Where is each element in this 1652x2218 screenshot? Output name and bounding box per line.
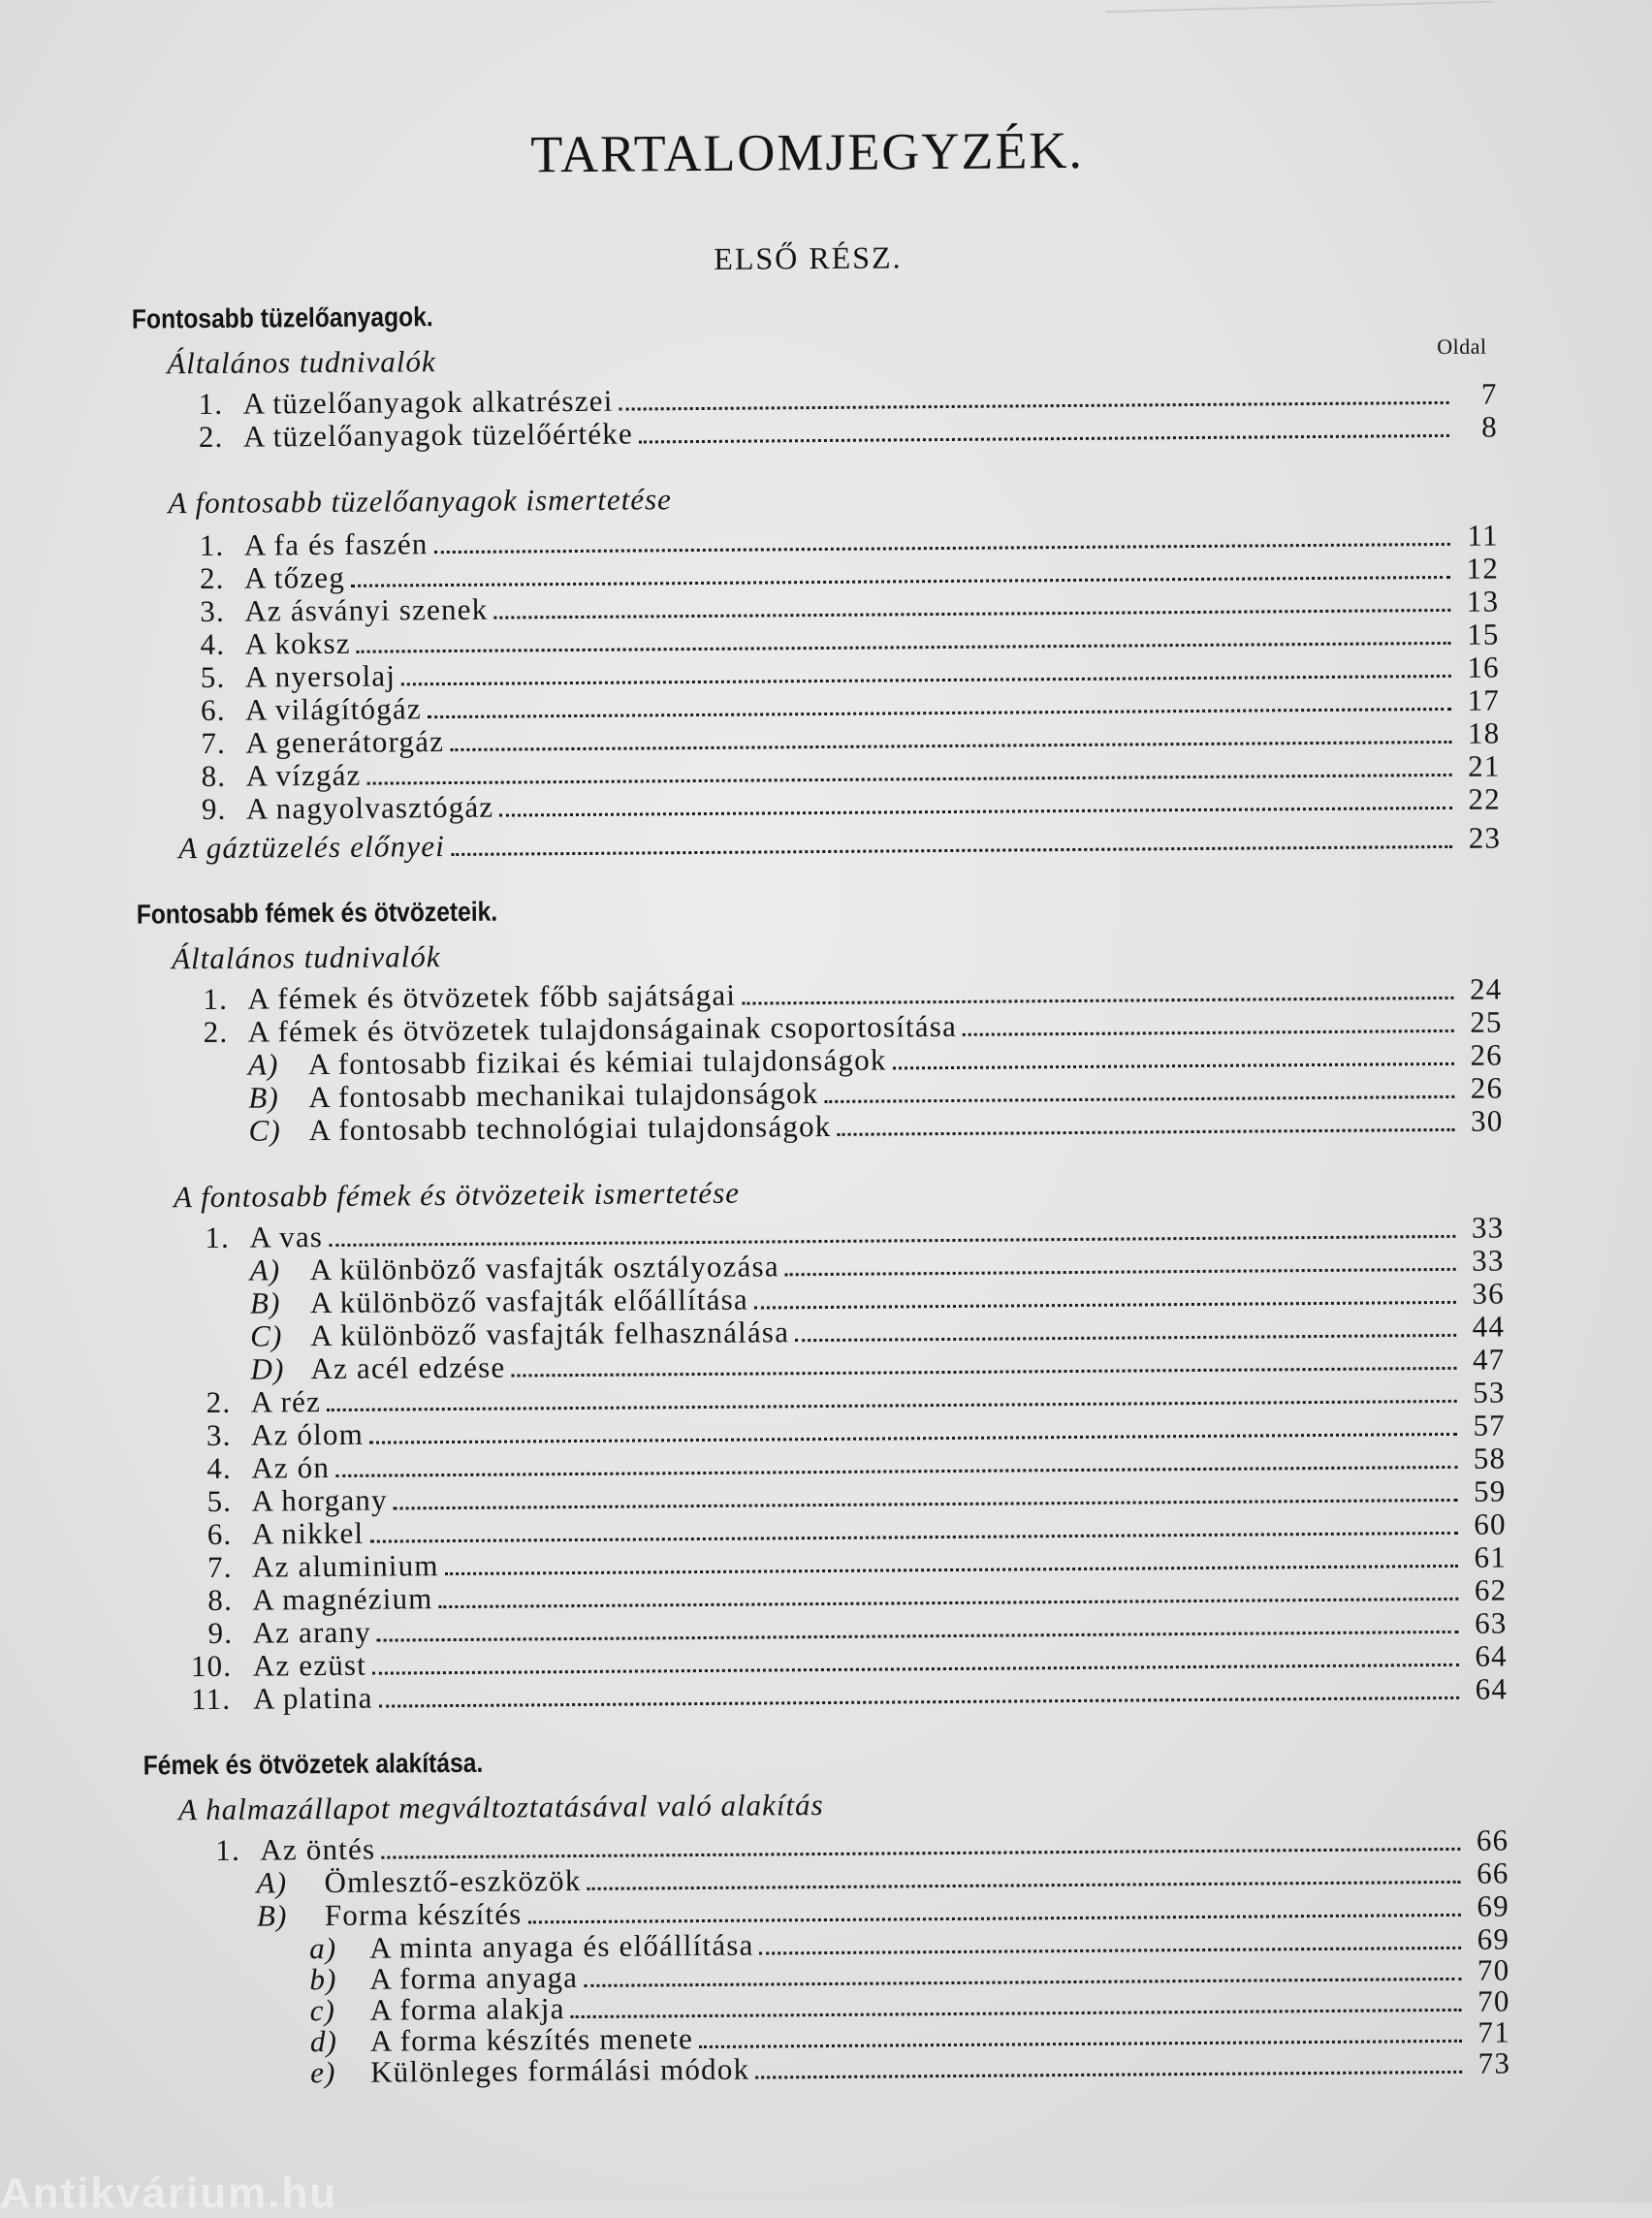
toc-entry[interactable]: 6. A világítógáz 17 (200, 682, 1501, 728)
toc-entry[interactable]: 5. A nyersolaj 16 (200, 650, 1500, 695)
toc-entry[interactable]: B) A különböző vasfajták előállítása 36 (249, 1276, 1505, 1320)
toc-entry[interactable]: A) Ömlesztő-eszközök 66 (256, 1855, 1509, 1900)
toc-entry[interactable]: 6. A nikkel 60 (206, 1506, 1507, 1552)
subsection-heading: A fontosabb fémek és ötvözeteik ismertetése (173, 1175, 741, 1215)
toc-entry[interactable]: A) A különböző vasfajták osztályozása 33 (249, 1243, 1505, 1287)
toc-entry[interactable]: 4. A koksz 15 (200, 617, 1500, 662)
toc-entry[interactable]: 7. A generátorgáz 18 (201, 715, 1501, 761)
section-heading: Fontosabb tüzelőanyagok. (131, 301, 433, 334)
page-column-label: Oldal (1437, 333, 1487, 360)
toc-entry[interactable]: A gáztüzelés előnyei 23 (178, 820, 1502, 866)
toc-entry[interactable]: a) A minta anyaga és előállítása 69 (308, 1921, 1510, 1966)
section-heading: Fémek és ötvözetek alakítása. (143, 1747, 484, 1781)
toc-entry[interactable]: 1. A fémek és ötvözetek főbb sajátságai 24 (203, 971, 1503, 1017)
toc-entry[interactable]: C) A fontosabb technológiai tulajdonságok 30 (248, 1103, 1504, 1148)
toc-entry[interactable]: 8. A vízgáz 21 (201, 748, 1501, 794)
toc-entry[interactable]: 2. A tőzeg 12 (199, 551, 1500, 596)
toc-entry[interactable]: D) Az acél edzése 47 (250, 1342, 1506, 1386)
toc-entry[interactable]: c) A forma alakja 70 (309, 1983, 1510, 2028)
toc-entry[interactable]: e) Különleges formálási módok 73 (309, 2045, 1511, 2090)
toc-entry[interactable]: 8. A magnézium 62 (207, 1572, 1508, 1618)
toc-entry[interactable]: 11. A platina 64 (190, 1671, 1509, 1717)
toc-entry[interactable]: 7. Az aluminium 61 (206, 1539, 1508, 1585)
toc-entry[interactable]: d) A forma készítés menete 71 (309, 2014, 1510, 2059)
toc-entry[interactable]: 1. A vas 33 (205, 1210, 1505, 1255)
toc-entry[interactable]: 9. A nagyolvasztógáz 22 (201, 781, 1501, 827)
part-heading: ELSŐ RÉSZ. (714, 239, 903, 276)
toc-entry[interactable]: 2. A tüzelőanyagok tüzelőértéke 8 (198, 409, 1498, 455)
toc-entry[interactable]: 5. A horgany 59 (206, 1473, 1507, 1519)
subsection-heading: A halmazállapot megváltoztatásával való alakítás (177, 1788, 824, 1827)
toc-entry[interactable]: 3. Az ásványi szenek 13 (200, 584, 1500, 629)
toc-entry[interactable]: A) A fontosabb fizikai és kémiai tulajdonságok 26 (247, 1037, 1504, 1082)
toc-entry[interactable]: B) A fontosabb mechanikai tulajdonságok 26 (248, 1070, 1504, 1115)
toc-entry[interactable]: 1. A fa és faszén 11 (199, 518, 1499, 563)
page-title: TARTALOMJEGYZÉK. (530, 120, 1085, 184)
toc-entry[interactable]: 10. Az ezüst 64 (190, 1638, 1508, 1684)
toc-entry[interactable]: B) Forma készítés 69 (256, 1888, 1509, 1933)
watermark: Antikvárium.hu (0, 2170, 338, 2217)
section-heading: Fontosabb fémek és ötvözeteik. (136, 896, 498, 930)
toc-entry[interactable]: 1. A tüzelőanyagok alkatrészei 7 (198, 376, 1498, 422)
toc-entry[interactable]: b) A forma anyaga 70 (309, 1952, 1510, 1997)
toc-entry[interactable]: 3. Az ólom 57 (206, 1408, 1507, 1453)
toc-entry[interactable]: 1. Az öntés 66 (215, 1822, 1509, 1867)
toc-entry[interactable]: C) A különböző vasfajták felhasználása 44 (250, 1309, 1506, 1353)
subsection-heading: A fontosabb tüzelőanyagok ismertetése (168, 482, 672, 521)
toc-entry[interactable]: 2. A réz 53 (206, 1375, 1506, 1420)
toc-entry[interactable]: 9. Az arany 63 (207, 1605, 1508, 1651)
subsection-heading: Általános tudnivalók (167, 344, 436, 381)
toc-entry[interactable]: 4. Az ón 58 (206, 1441, 1507, 1486)
toc-entry[interactable]: 2. A fémek és ötvözetek tulajdonságainak csoportosítása 25 (203, 1004, 1503, 1050)
subsection-heading: Általános tudnivalók (171, 939, 441, 976)
